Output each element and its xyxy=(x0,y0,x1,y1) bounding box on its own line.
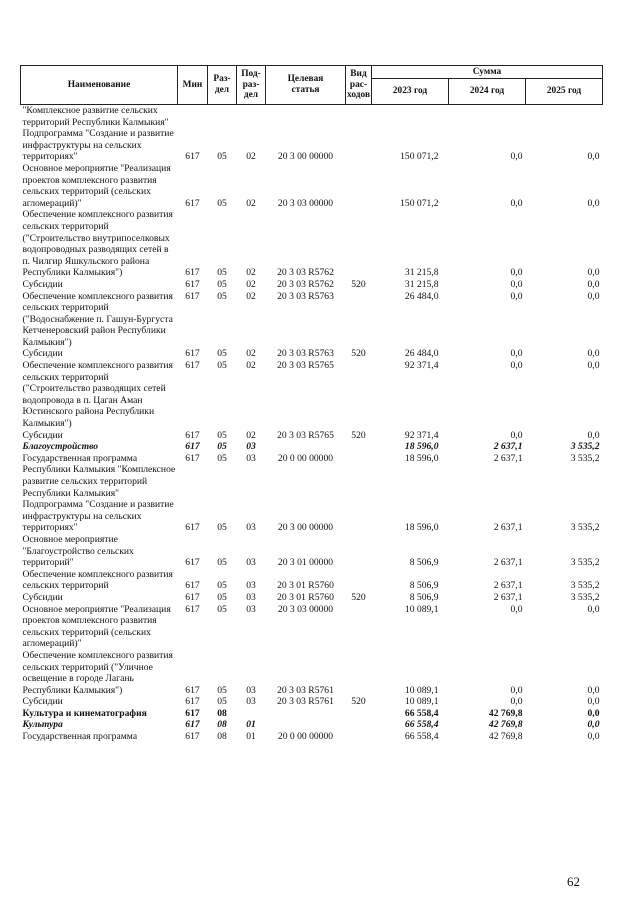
cell-2023: 18 596,0 xyxy=(404,522,439,534)
cell-razdel: 05 xyxy=(217,452,227,464)
cell-podrazdel: 02 xyxy=(246,348,256,360)
cell-vid xyxy=(346,128,372,163)
cell-target: 20 3 03 R5762 xyxy=(277,267,334,279)
cell-name: Основное мероприятие "Благоустройство сельских территорий" xyxy=(22,533,134,569)
cell-name: Государственная программа Республики Калмыкия "Комплексное развитие сельских территорий Республики Калмыкия" xyxy=(22,452,176,499)
cell-2024: 0,0 xyxy=(510,684,523,696)
cell-2024: 0,0 xyxy=(510,151,523,163)
cell-target: 20 3 03 R5763 xyxy=(277,290,334,302)
cell-razdel: 05 xyxy=(217,580,227,592)
cell-min: 617 xyxy=(185,197,200,209)
cell-target: 20 3 03 00000 xyxy=(277,603,334,615)
cell-target: 20 3 01 00000 xyxy=(277,557,334,569)
table-row xyxy=(21,534,603,569)
cell-min: 617 xyxy=(185,696,200,708)
cell-podrazdel: 02 xyxy=(246,151,256,163)
cell-2024: 42 769,8 xyxy=(488,719,523,731)
cell-podrazdel: 03 xyxy=(246,603,256,615)
cell-podrazdel: 02 xyxy=(246,197,256,209)
cell-min xyxy=(178,105,208,129)
cell-name: Субсидии xyxy=(22,429,63,441)
cell-target: 20 3 00 00000 xyxy=(277,522,334,534)
cell-target: 20 3 03 R5762 xyxy=(277,278,334,290)
header-podrazdel: Под- раз- дел xyxy=(237,66,266,105)
cell-2024: 2 637,1 xyxy=(493,591,523,603)
cell-name: Подпрограмма "Создание и развитие инфраструктуры на сельских территориях" xyxy=(22,128,174,163)
cell-min: 617 xyxy=(185,267,200,279)
cell-2024: 2 637,1 xyxy=(493,580,523,592)
header-name: Наименование xyxy=(21,66,178,105)
cell-vid xyxy=(346,708,372,720)
cell-podrazdel: 03 xyxy=(246,684,256,696)
cell-name: Культура и кинематография xyxy=(22,707,147,719)
cell-target xyxy=(266,719,346,731)
cell-razdel: 08 xyxy=(217,707,227,719)
table-row xyxy=(21,291,603,349)
cell-vid xyxy=(346,499,372,534)
table-row xyxy=(21,453,603,499)
cell-2024: 0,0 xyxy=(510,348,523,360)
cell-2025: 0,0 xyxy=(587,267,600,279)
table-row xyxy=(21,592,603,604)
cell-2024: 0,0 xyxy=(510,267,523,279)
cell-2023: 66 558,4 xyxy=(404,719,439,731)
cell-vid xyxy=(346,719,372,731)
cell-target: 20 0 00 00000 xyxy=(277,731,334,743)
cell-razdel: 05 xyxy=(217,267,227,279)
cell-2024: 0,0 xyxy=(510,278,523,290)
cell-2025: 0,0 xyxy=(587,707,600,719)
cell-razdel: 05 xyxy=(217,278,227,290)
cell-2023: 92 371,4 xyxy=(404,360,439,372)
cell-min: 617 xyxy=(185,557,200,569)
cell-podrazdel: 02 xyxy=(246,290,256,302)
cell-target: 20 3 00 00000 xyxy=(277,151,334,163)
cell-min: 617 xyxy=(185,441,200,453)
table-row xyxy=(21,163,603,209)
cell-vid: 520 xyxy=(351,429,366,441)
cell-min: 617 xyxy=(185,707,200,719)
cell-2024: 2 637,1 xyxy=(493,452,523,464)
cell-razdel: 05 xyxy=(217,441,227,453)
cell-podrazdel: 01 xyxy=(246,731,256,743)
cell-2024: 2 637,1 xyxy=(493,522,523,534)
cell-vid xyxy=(346,360,372,430)
table-row xyxy=(21,696,603,708)
cell-min: 617 xyxy=(185,580,200,592)
cell-podrazdel: 02 xyxy=(246,429,256,441)
cell-razdel: 05 xyxy=(217,290,227,302)
cell-2023: 92 371,4 xyxy=(404,429,439,441)
cell-min: 617 xyxy=(185,522,200,534)
cell-razdel: 05 xyxy=(217,603,227,615)
cell-2025: 3 535,2 xyxy=(570,557,600,569)
cell-min: 617 xyxy=(185,603,200,615)
table-row xyxy=(21,209,603,279)
cell-podrazdel: 03 xyxy=(246,452,256,464)
cell-razdel: 05 xyxy=(217,522,227,534)
cell-min: 617 xyxy=(185,591,200,603)
cell-vid xyxy=(346,163,372,209)
cell-vid: 520 xyxy=(351,591,366,603)
cell-vid xyxy=(346,604,372,650)
cell-vid xyxy=(346,569,372,592)
cell-target: 20 0 00 00000 xyxy=(277,452,334,464)
cell-podrazdel: 02 xyxy=(246,360,256,372)
table-row xyxy=(21,441,603,453)
cell-2023: 8 506,9 xyxy=(409,557,439,569)
header-2025: 2025 год xyxy=(526,79,603,105)
cell-name: Обеспечение комплексного развития сельских территорий xyxy=(22,568,173,592)
cell-2023: 26 484,0 xyxy=(404,290,439,302)
cell-2023: 66 558,4 xyxy=(404,707,439,719)
cell-2024: 2 637,1 xyxy=(493,557,523,569)
cell-min: 617 xyxy=(185,452,200,464)
table-row xyxy=(21,105,603,129)
cell-podrazdel: 03 xyxy=(246,522,256,534)
cell-razdel: 05 xyxy=(217,684,227,696)
cell-razdel: 05 xyxy=(217,197,227,209)
cell-2023: 66 558,4 xyxy=(404,731,439,743)
header-sum: Сумма xyxy=(372,66,603,79)
cell-vid xyxy=(346,453,372,499)
table-row xyxy=(21,708,603,720)
cell-vid: 520 xyxy=(351,696,366,708)
cell-2025: 0,0 xyxy=(587,360,600,372)
cell-name: Обеспечение комплексного развития сельских территорий ("Строительство разводящих сетей водопровода в п. Цаган Аман Юстинского района Республики Калмыкия") xyxy=(22,360,173,430)
cell-name: Благоустройство xyxy=(22,441,99,453)
cell-min: 617 xyxy=(185,360,200,372)
cell-vid xyxy=(346,650,372,696)
cell-podrazdel xyxy=(237,708,266,720)
cell-2024: 2 637,1 xyxy=(493,441,523,453)
table-row xyxy=(21,348,603,360)
cell-2025: 0,0 xyxy=(587,151,600,163)
cell-2025: 0,0 xyxy=(587,197,600,209)
cell-podrazdel: 02 xyxy=(246,267,256,279)
cell-2023: 8 506,9 xyxy=(409,580,439,592)
table-row xyxy=(21,360,603,430)
cell-min: 617 xyxy=(185,278,200,290)
cell-2023: 10 089,1 xyxy=(404,684,439,696)
cell-razdel: 05 xyxy=(217,151,227,163)
cell-razdel: 08 xyxy=(217,719,227,731)
cell-target: 20 3 03 R5761 xyxy=(277,684,334,696)
cell-podrazdel: 03 xyxy=(246,591,256,603)
cell-2025: 0,0 xyxy=(587,719,600,731)
cell-2025: 0,0 xyxy=(587,603,600,615)
cell-podrazdel: 03 xyxy=(246,696,256,708)
cell-2024: 42 769,8 xyxy=(488,731,523,743)
cell-razdel: 05 xyxy=(217,557,227,569)
cell-razdel: 05 xyxy=(217,360,227,372)
cell-min: 617 xyxy=(185,348,200,360)
cell-2024: 0,0 xyxy=(510,360,523,372)
cell-min: 617 xyxy=(185,290,200,302)
cell-2023 xyxy=(372,105,449,129)
header-min: Мин xyxy=(178,66,208,105)
cell-razdel: 08 xyxy=(217,731,227,743)
cell-2024: 42 769,8 xyxy=(488,707,523,719)
budget-table xyxy=(20,65,603,743)
cell-target: 20 3 03 00000 xyxy=(277,197,334,209)
cell-target xyxy=(266,105,346,129)
cell-target: 20 3 03 R5761 xyxy=(277,696,334,708)
cell-2024: 0,0 xyxy=(510,603,523,615)
header-razdel: Раз- дел xyxy=(208,66,237,105)
cell-min: 617 xyxy=(185,731,200,743)
cell-2025: 3 535,2 xyxy=(570,580,600,592)
table-row xyxy=(21,731,603,743)
cell-name: Культура xyxy=(22,719,63,731)
cell-2024: 0,0 xyxy=(510,429,523,441)
cell-2025: 0,0 xyxy=(587,348,600,360)
cell-name: "Комплексное развитие сельских территорий Республики Калмыкия" xyxy=(22,105,169,128)
cell-name: Субсидии xyxy=(22,696,63,708)
cell-name: Субсидии xyxy=(22,348,63,360)
cell-2023: 18 596,0 xyxy=(404,452,439,464)
cell-podrazdel: 02 xyxy=(246,278,256,290)
cell-2025: 0,0 xyxy=(587,278,600,290)
cell-min: 617 xyxy=(185,151,200,163)
cell-2025: 0,0 xyxy=(587,290,600,302)
cell-2025 xyxy=(526,105,603,129)
cell-2025: 3 535,2 xyxy=(570,522,600,534)
cell-vid xyxy=(346,731,372,743)
header-2023: 2023 год xyxy=(372,79,449,105)
table-row xyxy=(21,279,603,291)
cell-2024: 0,0 xyxy=(510,197,523,209)
cell-name: Обеспечение комплексного развития сельских территорий ("Строительство внутрипоселковых водопроводных разводящих сетей в п. Чилгир Яшкульского района Республики Калмыкия") xyxy=(22,209,173,279)
cell-2023: 18 596,0 xyxy=(404,441,439,453)
table-row xyxy=(21,604,603,650)
table-row xyxy=(21,650,603,696)
cell-razdel: 05 xyxy=(217,591,227,603)
cell-podrazdel: 03 xyxy=(246,441,256,453)
cell-target: 20 3 01 R5760 xyxy=(277,591,334,603)
cell-2023: 31 215,8 xyxy=(404,278,439,290)
cell-vid xyxy=(346,105,372,129)
table-row xyxy=(21,499,603,534)
cell-2025: 3 535,2 xyxy=(570,591,600,603)
table-row xyxy=(21,430,603,442)
cell-vid xyxy=(346,209,372,279)
cell-razdel: 05 xyxy=(217,348,227,360)
cell-vid xyxy=(346,441,372,453)
cell-2024: 0,0 xyxy=(510,290,523,302)
header-target: Целевая статья xyxy=(266,66,346,105)
cell-2023: 10 089,1 xyxy=(404,696,439,708)
cell-2025: 3 535,2 xyxy=(570,441,600,453)
cell-name: Государственная программа xyxy=(22,731,138,743)
table-row xyxy=(21,569,603,592)
table-row xyxy=(21,719,603,731)
cell-vid: 520 xyxy=(351,278,366,290)
cell-vid xyxy=(346,291,372,349)
table-body xyxy=(21,105,603,743)
table-row xyxy=(21,128,603,163)
cell-name: Основное мероприятие "Реализация проектов комплексного развития сельских территорий (сельских агломераций)" xyxy=(22,162,171,209)
cell-2023: 26 484,0 xyxy=(404,348,439,360)
header-vid: Вид рас- ходов xyxy=(346,66,372,105)
cell-target xyxy=(266,441,346,453)
cell-2025: 0,0 xyxy=(587,731,600,743)
cell-podrazdel: 03 xyxy=(246,557,256,569)
cell-target: 20 3 01 R5760 xyxy=(277,580,334,592)
cell-2024 xyxy=(449,105,526,129)
cell-2023: 8 506,9 xyxy=(409,591,439,603)
header-2024: 2024 год xyxy=(449,79,526,105)
cell-podrazdel: 03 xyxy=(246,580,256,592)
cell-2023: 150 071,2 xyxy=(400,151,439,163)
cell-name: Субсидии xyxy=(22,278,63,290)
cell-razdel xyxy=(208,105,237,129)
page-number: 62 xyxy=(567,874,580,889)
cell-podrazdel xyxy=(237,105,266,129)
cell-name: Субсидии xyxy=(22,591,63,603)
cell-2023: 31 215,8 xyxy=(404,267,439,279)
cell-vid: 520 xyxy=(351,348,366,360)
cell-2025: 0,0 xyxy=(587,429,600,441)
cell-2024: 0,0 xyxy=(510,696,523,708)
cell-name: Обеспечение комплексного развития сельских территорий ("Уличное освещение в городе Лагань Республики Калмыкия") xyxy=(22,649,173,696)
cell-target: 20 3 03 R5763 xyxy=(277,348,334,360)
cell-2023: 150 071,2 xyxy=(400,197,439,209)
cell-name: Основное мероприятие "Реализация проектов комплексного развития сельских территорий (сельских агломераций)" xyxy=(22,603,171,650)
cell-2025: 3 535,2 xyxy=(570,452,600,464)
cell-razdel: 05 xyxy=(217,429,227,441)
cell-target: 20 3 03 R5765 xyxy=(277,360,334,372)
cell-min: 617 xyxy=(185,719,200,731)
cell-target xyxy=(266,708,346,720)
cell-name: Обеспечение комплексного развития сельских территорий ("Водоснабжение п. Гашун-Бургуста Кетченеровский район Республики Калмыкия") xyxy=(22,290,173,348)
cell-min: 617 xyxy=(185,684,200,696)
cell-min: 617 xyxy=(185,429,200,441)
cell-vid xyxy=(346,534,372,569)
cell-podrazdel: 01 xyxy=(246,719,256,731)
cell-target: 20 3 03 R5765 xyxy=(277,429,334,441)
cell-razdel: 05 xyxy=(217,696,227,708)
cell-2025: 0,0 xyxy=(587,696,600,708)
cell-2023: 10 089,1 xyxy=(404,603,439,615)
cell-name: Подпрограмма "Создание и развитие инфраструктуры на сельских территориях" xyxy=(22,499,174,534)
table-header xyxy=(21,66,603,105)
cell-2025: 0,0 xyxy=(587,684,600,696)
